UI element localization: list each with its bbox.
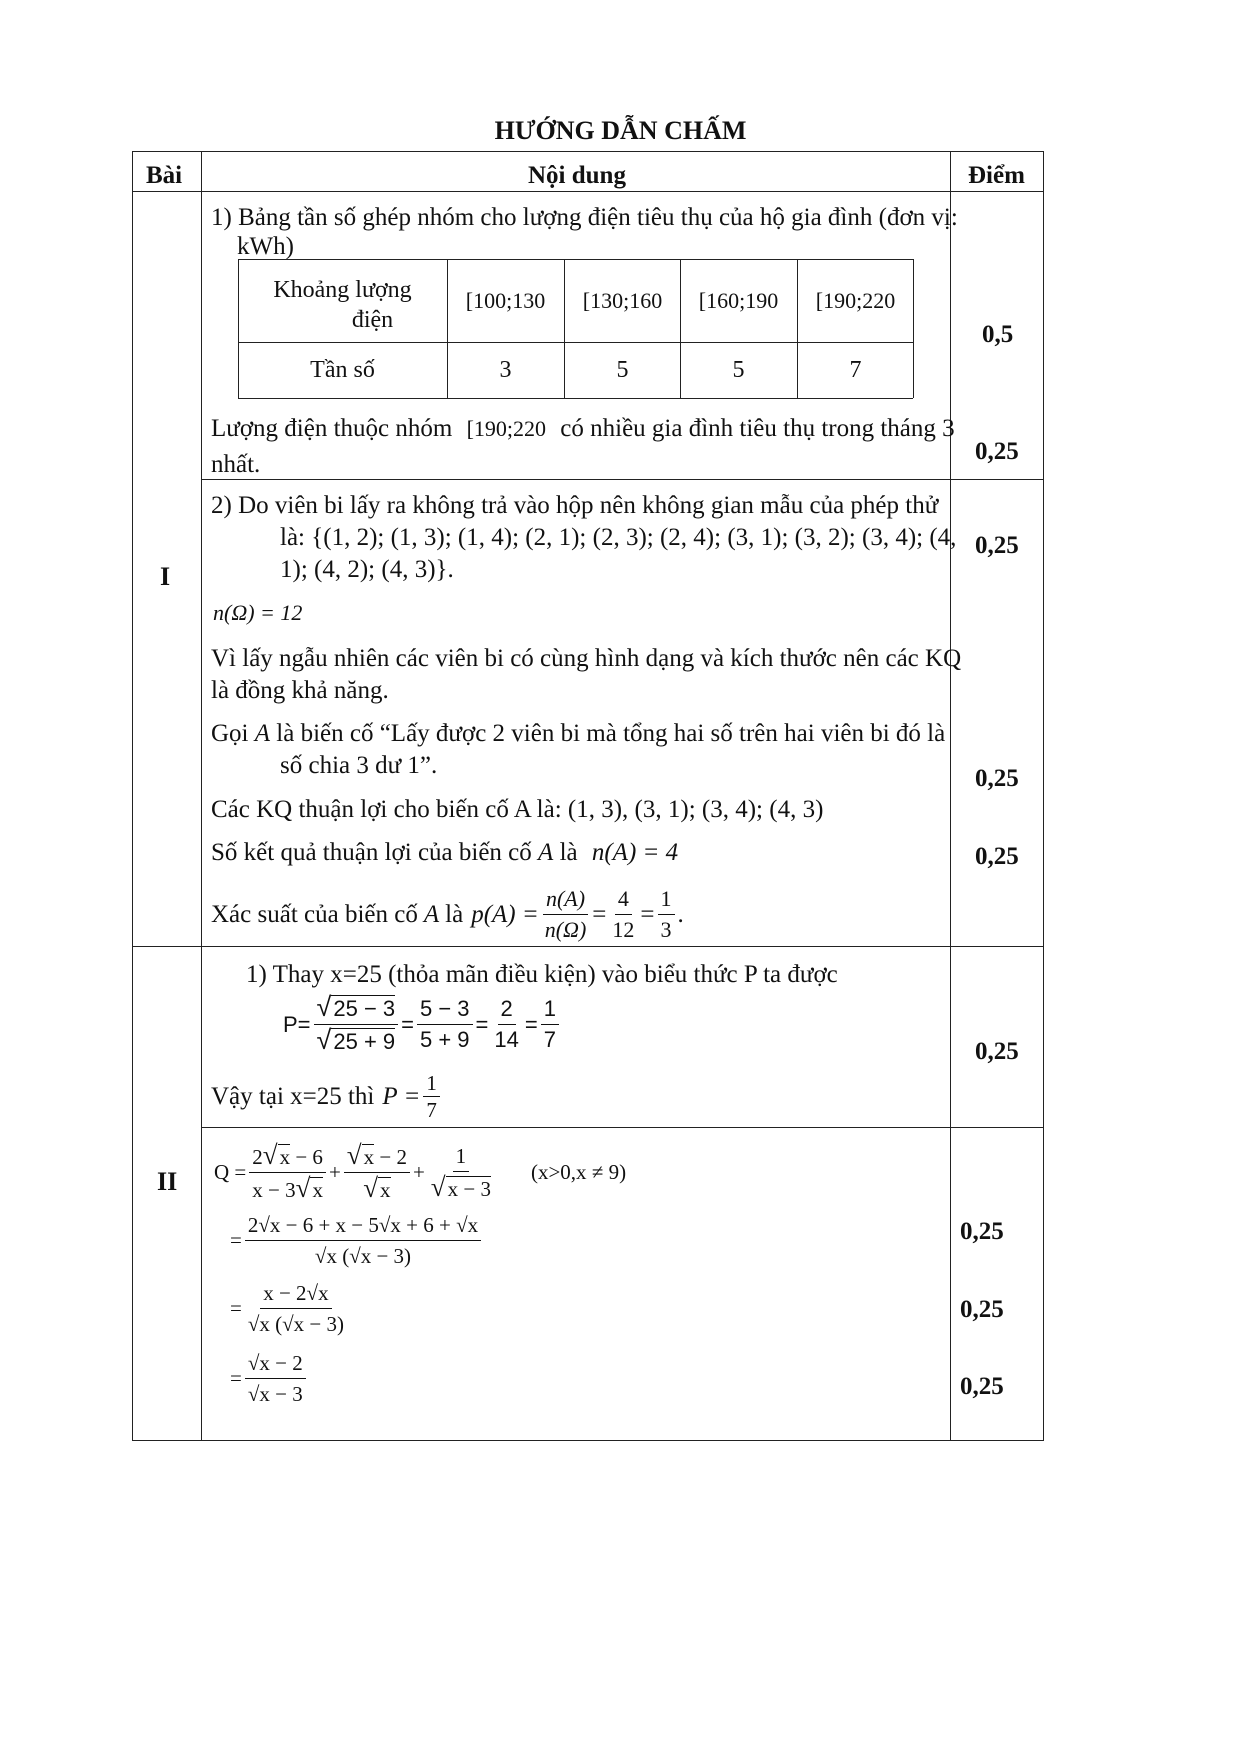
score: 0,25 bbox=[960, 1296, 1004, 1323]
score: 0,25 bbox=[975, 843, 1019, 870]
q-n3: 1 bbox=[453, 1141, 470, 1172]
event-text-a: Gọi bbox=[211, 720, 249, 747]
q-d3a: x bbox=[447, 1177, 459, 1201]
count-var: A bbox=[538, 839, 554, 866]
q-n2b: − 2 bbox=[374, 1145, 407, 1169]
p-d4: 7 bbox=[543, 1027, 556, 1052]
p-n3: 2 bbox=[498, 994, 516, 1025]
q-n1b: x bbox=[279, 1145, 291, 1169]
ft-freq: 3 bbox=[499, 356, 512, 383]
score: 0,25 bbox=[960, 1218, 1004, 1245]
bai-label-2: II bbox=[157, 1167, 178, 1196]
equi-line-2: là đồng khả năng. bbox=[211, 677, 389, 704]
p-n2: 5 − 3 bbox=[417, 994, 473, 1025]
probability-line: Xác suất của biến cố A là p(A) = $\frac{n(A)}{n(\Omega)}$ = $\frac{4}{12}$ = $\frac{1}{3}$ . bbox=[211, 884, 684, 945]
event-line-1 bbox=[211, 718, 945, 750]
header-bai: Bài bbox=[146, 162, 183, 189]
q-fraction-2: $\frac{√x - 2}{√x}$ bbox=[344, 1140, 410, 1205]
p-fraction-2 bbox=[417, 994, 473, 1055]
ft-interval: [100;130 bbox=[465, 288, 546, 313]
conclude-text: Vậy tại x=25 thì bbox=[211, 1082, 375, 1110]
q-expression: Q = $\frac{2√x - 6}{x - 3√x}$ + $\frac{√x - 2}{√x}$ + $\frac{1}{√x - 3}$ (x>0,x ≠ 9) bbox=[214, 1140, 627, 1203]
count-text-a: Số kết quả thuận lợi của biến cố bbox=[211, 839, 532, 866]
q-d2: x bbox=[380, 1178, 391, 1202]
p-calculation: P= $\frac{√25 - 3}{√25 + 9}$ = $\frac{5 - 3}{5 + 9}$ = $\frac{2}{14}$ = $\frac{1}{7}$ bbox=[283, 992, 562, 1057]
conclude-n: 1 bbox=[423, 1070, 440, 1097]
bai2-p1: 1) Thay x=25 (thỏa mãn điều kiện) vào biểu thức P ta được bbox=[246, 961, 838, 988]
p-fraction-1: $\frac{√25 - 3}{√25 + 9}$ bbox=[314, 992, 399, 1057]
bai1-p1-line1: 1) Bảng tần số ghép nhóm cho lượng điện tiêu thụ của hộ gia đình (đơn vị: bbox=[211, 204, 958, 231]
ft-row-header-2: điện bbox=[351, 306, 394, 333]
prob-d3: 3 bbox=[660, 917, 672, 942]
q-lhs: Q = bbox=[214, 1160, 247, 1184]
q-condition: (x>0,x ≠ 9) bbox=[530, 1160, 627, 1184]
equi-line-1: Vì lấy ngẫu nhiên các viên bi có cùng hình dạng và kích thước nên các KQ bbox=[211, 645, 962, 672]
s1-num: 2√x − 6 + x − 5√x + 6 + √x bbox=[245, 1210, 481, 1241]
s1-den: √x (√x − 3) bbox=[314, 1244, 412, 1268]
score: 0,25 bbox=[975, 532, 1019, 559]
q-step-1: = $\frac{2√x - 6 + x - 5√x + 6 + √x}{√x (√x - 3)}$ bbox=[230, 1210, 484, 1271]
q-d1b: x bbox=[312, 1178, 323, 1202]
prob-d2: 12 bbox=[612, 917, 635, 942]
p-d3: 14 bbox=[494, 1027, 519, 1052]
s2-den: √x (√x − 3) bbox=[247, 1312, 344, 1336]
bai1-p2-line1: 2) Do viên bi lấy ra không trả vào hộp nên không gian mẫu của phép thử bbox=[211, 492, 939, 519]
s3-num: √x − 2 bbox=[245, 1348, 306, 1379]
bai1-conclusion bbox=[211, 413, 955, 445]
count-text-c: là bbox=[559, 839, 578, 866]
prob-n3: 1 bbox=[658, 884, 675, 915]
count-line bbox=[211, 837, 678, 869]
ft-row-header-1: Khoảng lượng bbox=[273, 276, 412, 303]
s2-num: x − 2√x bbox=[260, 1278, 331, 1309]
ft-freq: 5 bbox=[732, 356, 745, 383]
bai1-p1-line2: kWh) bbox=[237, 233, 294, 260]
p-lhs: P= bbox=[283, 1011, 311, 1037]
count-value: n(A) = 4 bbox=[591, 839, 679, 866]
prob-var: A bbox=[423, 900, 440, 928]
ft-freq: 7 bbox=[849, 356, 862, 383]
event-text-c: là biến cố “Lấy được 2 viên bi mà tổng hai số trên hai viên bi đó là bbox=[276, 720, 946, 747]
conclusion-text-b: có nhiều gia đình tiêu thụ trong tháng 3 bbox=[560, 415, 955, 442]
page-title: HƯỚNG DẪN CHẤM bbox=[494, 116, 747, 145]
q-step-2-fraction bbox=[245, 1278, 347, 1339]
n-omega: n(Ω) = 12 bbox=[213, 600, 303, 625]
header-noi-dung: Nội dung bbox=[528, 162, 626, 189]
bai1-p2-line3: 1); (4, 2); (4, 3)}. bbox=[280, 556, 454, 583]
q-step-1-fraction bbox=[245, 1210, 481, 1271]
prob-lhs: p(A) = bbox=[471, 900, 539, 928]
conclude-d: 7 bbox=[426, 1098, 437, 1122]
score: 0,5 bbox=[982, 321, 1014, 348]
conclusion-interval: [190;220 bbox=[466, 416, 547, 441]
s3-den: √x − 3 bbox=[247, 1382, 303, 1406]
event-var: A bbox=[254, 720, 271, 747]
p-d1: 25 + 9 bbox=[333, 1029, 396, 1054]
q-step-3-fraction bbox=[245, 1348, 306, 1409]
score: 0,25 bbox=[975, 438, 1019, 465]
conclude-lhs: P = bbox=[382, 1082, 421, 1110]
conclusion-text-c: nhất. bbox=[211, 451, 261, 478]
prob-n2: 4 bbox=[615, 884, 632, 915]
score: 0,25 bbox=[960, 1373, 1004, 1400]
q-d1a: x − 3 bbox=[252, 1178, 296, 1202]
event-line-2: số chia 3 dư 1”. bbox=[280, 752, 438, 779]
header-diem: Điểm bbox=[968, 162, 1025, 189]
ft-interval: [190;220 bbox=[815, 288, 896, 313]
score: 0,25 bbox=[975, 1038, 1019, 1065]
p-d2: 5 + 9 bbox=[420, 1027, 470, 1052]
score: 0,25 bbox=[975, 765, 1019, 792]
q-step-3: = $\frac{√x - 2}{√x - 3}$ bbox=[230, 1348, 309, 1409]
conclude-fraction bbox=[423, 1070, 440, 1123]
q-n2a: x bbox=[363, 1145, 375, 1169]
bai-label-1: I bbox=[160, 562, 171, 591]
ft-freq-label: Tần số bbox=[310, 356, 375, 383]
ft-interval: [130;160 bbox=[582, 288, 663, 313]
ft-freq: 5 bbox=[616, 356, 629, 383]
favorable-outcomes: Các KQ thuận lợi cho biến cố A là: (1, 3), (3, 1); (3, 4); (4, 3) bbox=[211, 796, 824, 823]
conclusion-text-a: Lượng điện thuộc nhóm bbox=[211, 415, 453, 442]
q-n1a: 2 bbox=[252, 1145, 263, 1169]
prob-fraction-3 bbox=[658, 884, 675, 945]
p-fraction-3 bbox=[491, 994, 521, 1055]
p-n1: 25 − 3 bbox=[333, 996, 396, 1021]
prob-d1: n(Ω) bbox=[544, 917, 587, 942]
p-conclusion bbox=[211, 1070, 443, 1123]
prob-fraction-1 bbox=[542, 884, 590, 945]
q-fraction-1: $\frac{2√x - 6}{x - 3√x}$ bbox=[249, 1140, 326, 1205]
p-n4: 1 bbox=[541, 994, 559, 1025]
p-fraction-4 bbox=[541, 994, 559, 1055]
prob-text-c: là bbox=[445, 900, 464, 928]
prob-n1: n(A) bbox=[543, 884, 588, 915]
prob-fraction-2 bbox=[609, 884, 637, 945]
q-n1c: − 6 bbox=[290, 1145, 323, 1169]
q-d3b: − 3 bbox=[458, 1177, 491, 1201]
prob-text-a: Xác suất của biến cố bbox=[211, 900, 418, 928]
q-fraction-3: $\frac{1}{√x - 3}$ bbox=[428, 1141, 494, 1204]
bai1-p2-line2: là: {(1, 2); (1, 3); (1, 4); (2, 1); (2, 3); (2, 4); (3, 1); (3, 2); (3, 4); (4, bbox=[280, 524, 957, 551]
ft-interval: [160;190 bbox=[698, 288, 779, 313]
q-step-2: = $\frac{x - 2√x}{√x (√x - 3)}$ bbox=[230, 1278, 350, 1339]
